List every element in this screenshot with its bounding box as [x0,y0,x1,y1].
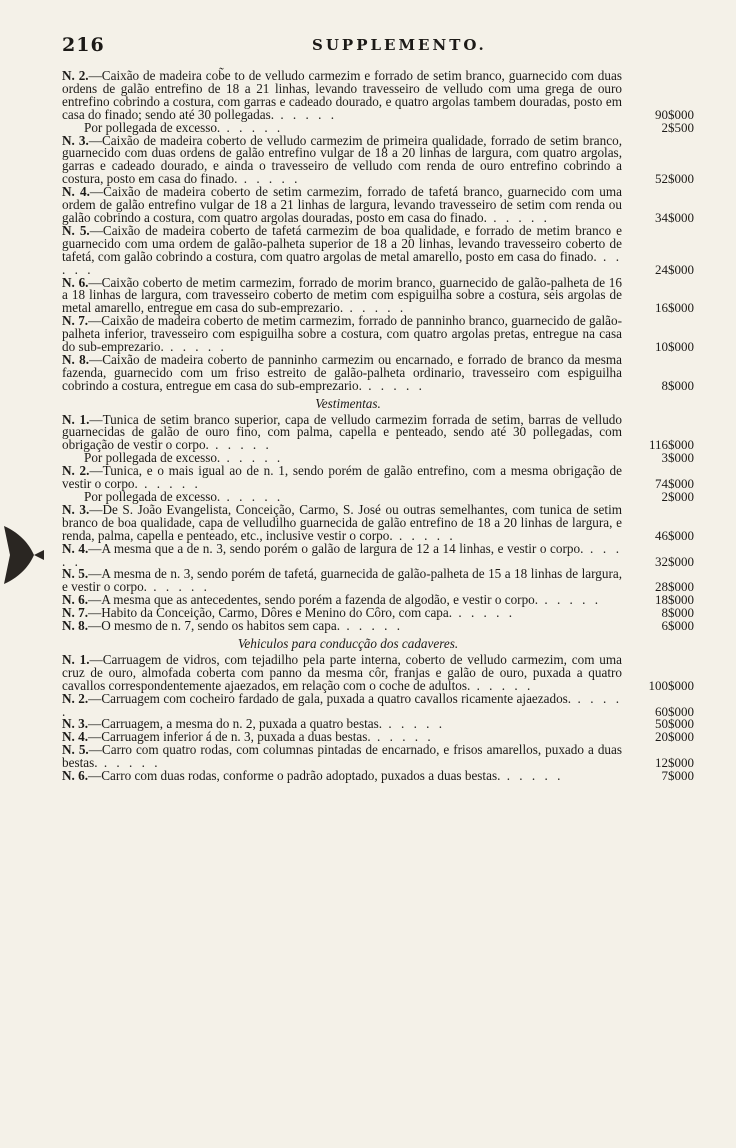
leader-dots: . . . . . [470,677,534,693]
item-price: 20$000 [655,729,694,745]
item-description: Por pollegada de excesso. [84,450,221,466]
item-price: 12$000 [655,755,694,771]
vehiculos-list [62,651,694,784]
item-description: —Carro com duas rodas, conforme o padrão adoptado, puxados a duas bestas. [88,768,501,784]
list-item [62,186,694,225]
item-price: 2$000 [661,489,694,504]
item-number: N. 7. [62,313,89,329]
item-description: —A mesma que a de n. 3, sendo porém o galão de largura de 12 a 14 linhas, e vestir o corpo. [88,540,584,556]
leader-dots: . . . . . [163,339,227,355]
item-description: —Carruagem de vidros, com tejadilho pela parte interna, coberto de velludo carmezim, com uma cruz de ouro, almofada coberta com panno da mesma côr, franjas e galão de ouro, puxada a quatro cavallos correspondentemente ajaezados, em relação com o coche de adultos. [62,651,622,693]
leader-dots: . . . . . [220,489,284,504]
item-description: —Tunica, e o mais igual ao de n. 1, sendo porém de galão entrefino, com a mesma obrigação de vestir o corpo. [62,463,622,492]
leader-dots: . . . . . [62,540,622,569]
item-price: 24$000 [655,261,694,277]
list-item [62,411,694,453]
item-price: 34$000 [655,209,694,225]
section-title-vehiculos: Vehiculos para conducção dos cadaveres. [237,635,459,651]
item-description: —Caixão de madeira coberto de tafetá carmezim de boa qualidade, e forrado de metim branco e guarnecido com uma ordem de galão-palheta superior de 18 a 20 linhas, levando travesseiro coberto de tafetá, com galão cobrindo a costura, com quatro argolas de metal amarello, posto em casa do finado. [62,222,622,264]
item-number: N. 4. [62,184,90,200]
item-description: —Habito da Conceição, Carmo, Dôres e Menino do Côro, com capa. [88,605,453,621]
running-head: SUPPLEMENTO. [312,36,487,54]
item-number: N. 4. [62,729,89,745]
list-item [62,274,694,316]
leader-dots: . . . . . [97,755,161,771]
item-description: —A mesma de n. 3, sendo porém de tafetá, guarnecida de galão-palheta de 15 a 18 linhas de largura, e vestir o corpo. [62,566,622,595]
list-item [62,465,694,491]
item-number: N. 4. [62,540,89,556]
item-description: —A mesma que as antecedentes, sendo porém a fazenda de algodão, e vestir o corpo. [88,592,539,608]
item-number: N. 3. [62,501,90,517]
leader-dots: . . . . . [343,300,407,316]
list-item [62,70,694,122]
leader-dots: . . . . . [208,437,272,453]
item-number: N. 1. [62,651,90,667]
item-price: 6$000 [661,618,694,634]
item-number: N. 1. [62,411,90,427]
item-number: N. 2. [62,690,89,706]
item-price: 32$000 [655,553,694,569]
leader-dots: . . . . . [340,618,403,634]
list-item [62,351,694,393]
item-number: N. 8. [62,351,90,367]
item-description: Por pollegada de excesso. [84,119,221,135]
leader-dots: . . . . . [146,579,210,595]
leader-dots: . . . . . [382,716,446,732]
leader-dots: . . . . . [500,768,564,784]
item-number: N. 5. [62,222,90,238]
leader-dots: . . . . . [538,592,602,608]
item-description: —Caixão coberto de metim carmezim, forrado de morim branco, guarnecido de galão-palheta de 16 a 18 linhas de largura, com travesseiro coberto de metim com espiguilha sobre a costura, seis argolas de metal amarello, entregue em casa do sub-emprezario. [62,274,622,316]
item-number: N. 2. [62,463,90,479]
item-price: 8$000 [661,377,694,393]
item-price: 28$000 [655,579,694,595]
item-description: —Caixão de madeira coberto de velludo carmezim de primeira qualidade, forrado de setim branco, guarnecido com duas ordens de galão entrefino vulgar de 18 a 20 linhas de largura, com quatro argolas, garras e cadeado dourado, e ainda o travesseiro de velludo com renda de ouro entrefino cobrindo a costura, posto em casa do finado. [62,132,622,187]
item-description: —De S. João Evangelista, Conceição, Carmo, S. José ou outras semelhantes, com tunica de setim branco de boa qualidade, capa de velludilho guarnecida de galão entrefino de 18 a 20 linhas de largura, e renda, palma, capella e penteado, etc., inclusive vestir o corpo. [62,501,622,543]
leader-dots: . . . . . [361,377,425,393]
item-price: 52$000 [655,171,694,187]
item-number: N. 8. [62,618,89,634]
price-list [62,70,694,783]
leader-dots: . . . . . [62,690,623,719]
list-item [62,540,694,569]
caixoes-list [62,70,694,393]
list-item [62,744,694,770]
item-description: —Tunica de setim branco superior, capa de velludo carmezim forrada de setim, barras de velludo guarnecidas de galão de ouro fino, com palma, capella e penteado, sendo até 30 pollegadas, com obrigação de vestir o corpo. [62,411,622,453]
item-price: 16$000 [655,300,694,316]
item-number: N. 3. [62,132,89,148]
item-number: N. 5. [62,742,89,758]
item-number: N. 2. [62,68,89,83]
list-item [62,568,694,594]
item-description: —Caixão de madeira coberto de panninho carmezim ou encarnado, e forrado de branco da mesma fazenda, guarnecido com um friso estreito de galão-palheta ordinario, travesseiro com espiguilha cobrindo a costura, entregue em casa do sub-emprezario. [62,351,622,393]
list-item [62,651,694,693]
item-description: —Carruagem inferior á de n. 3, puxada a duas bestas. [88,729,371,745]
item-price: 46$000 [655,527,694,543]
list-item [62,132,694,187]
leader-dots: . . . . . [274,106,337,122]
item-description: —Carro com quatro rodas, com columnas pintadas de encarnado, e frisos amarellos, puxado a duas bestas. [62,742,623,771]
item-price: 90$000 [655,106,694,122]
item-number: N. 6. [62,768,89,784]
item-description: —Caixão de madeira coberto de setim carmezim, forrado de tafetá branco, guarnecido com uma ordem de galão entrefino vulgar de 18 a 21 linhas de largura, levando travesseiro de setim com renda ou galão cobrindo a costura, com quatro argolas douradas, posto em casa do finado. [62,184,622,225]
item-description: —Carruagem, a mesma do n. 2, puxada a quatro bestas. [88,716,383,732]
leader-dots: . . . . . [370,729,434,745]
page-number: 216 [62,34,105,56]
leader-dots: . . . . . [486,209,550,225]
item-price: 100$000 [648,677,694,693]
item-number: N. 6. [62,274,89,290]
item-number: N. 6. [62,592,89,608]
item-description: —Carruagem com cocheiro fardado de gala, puxada a quatro cavallos ricamente ajaezados. [88,690,572,706]
leader-dots: . . . . . [137,476,201,492]
list-item [62,222,694,277]
page-header [62,34,682,58]
item-price: 3$000 [661,450,694,466]
item-description: Por pollegada de excesso. [84,489,221,504]
leader-dots: . . . . . [220,119,284,135]
list-item [62,770,694,783]
item-price: 116$000 [648,437,694,453]
item-price: 10$000 [655,339,694,355]
list-item [62,620,694,633]
item-price: 2$500 [661,119,694,135]
item-description: —O mesmo de n. 7, sendo os habitos sem capa. [88,618,341,634]
item-number: N. 7. [62,605,89,621]
list-item [62,690,694,719]
leader-dots: . . . . . [392,527,456,543]
vestimentas-list [62,411,694,634]
item-description: —Caixão de madeira coberto de metim carmezim, forrado de panninho branco, guarnecido de galão-palheta inferior, travesseiro com espiguilha sobre a costura, com quatro argolas pretas, entregue na casa do sub-emprezario. [62,313,623,355]
margin-bracket-icon [0,520,46,590]
item-price: 8$000 [661,605,694,621]
item-price: 7$000 [661,768,694,784]
item-description: —Caixão de madeira cob̃e to de velludo carmezim e forrado de setim branco, guarnecido com duas ordens de galão entrefino de 18 a 21 linhas, levando travesseiro de velludo com uma grega de ouro entrefino cobrindo a costura, com garras e cadeado dourado, e quatro argolas tambem douradas, posto em casa do finado; sendo até 30 pollegadas. [62,68,622,122]
item-price: 74$000 [655,476,694,492]
section-title-vestimentas: Vestimentas. [315,395,381,411]
leader-dots: . . . . . [220,450,284,466]
item-price: 18$000 [655,592,694,608]
leader-dots: . . . . . [237,171,301,187]
list-item [62,501,694,543]
item-number: N. 3. [62,716,89,732]
item-number: N. 5. [62,566,89,582]
item-price: 60$000 [655,703,694,719]
list-item [62,315,694,354]
item-price: 50$000 [655,716,694,732]
leader-dots: . . . . . [62,248,623,277]
leader-dots: . . . . . [452,605,516,621]
